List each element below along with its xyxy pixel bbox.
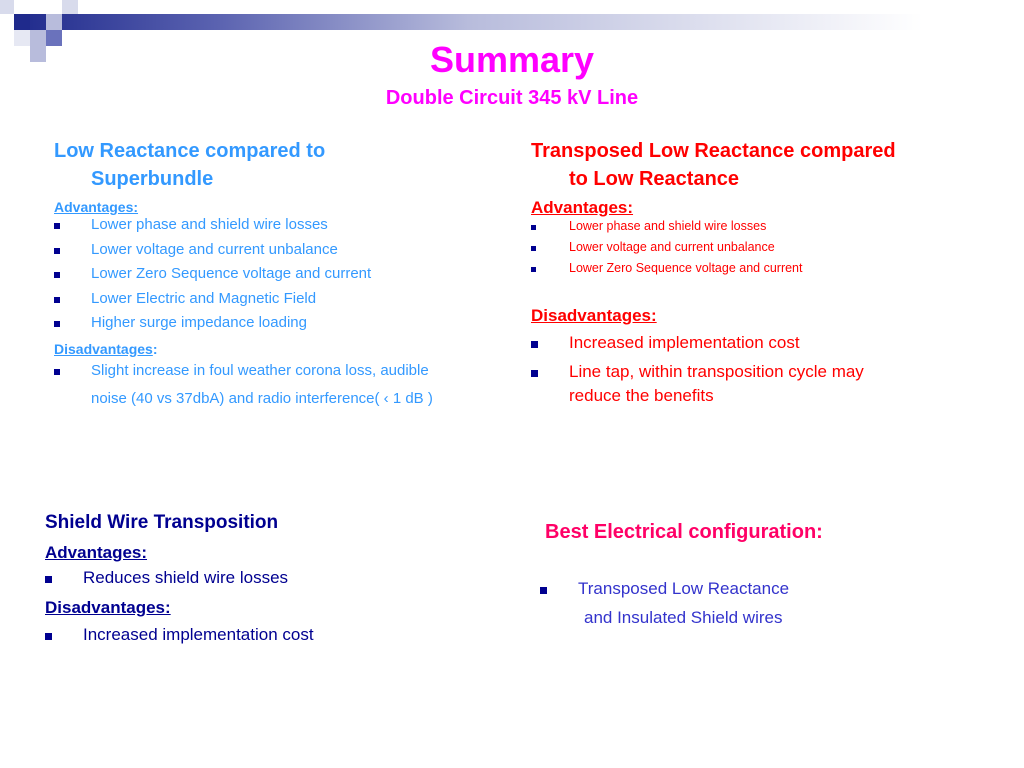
left-heading-line: Superbundle (91, 168, 214, 190)
list-item-text: Lower phase and shield wire losses (569, 219, 767, 233)
bullet-icon (531, 240, 569, 254)
decor-square (62, 0, 78, 14)
decor-square (0, 0, 14, 14)
left-advantages-label: Advantages: (54, 199, 139, 215)
list-item-text: Higher surge impedance loading (91, 314, 307, 331)
best-line2: and Insulated Shield wires (584, 608, 783, 627)
bullet-icon (531, 331, 569, 355)
bullet-icon (54, 290, 91, 307)
list-item-text: Increased implementation cost (569, 333, 800, 352)
list-item (54, 216, 504, 241)
list-item-text: Reduces shield wire losses (83, 568, 289, 587)
disadvantage-line: reduce the benefits (569, 386, 714, 405)
list-item (54, 357, 504, 413)
list-item (45, 621, 485, 649)
bullet-icon (54, 216, 91, 233)
list-item-text: Lower phase and shield wire losses (91, 216, 328, 233)
list-item (54, 265, 504, 290)
bullet-icon (531, 219, 569, 233)
list-item (531, 331, 1001, 360)
list-item-text (569, 360, 864, 408)
best-heading: Best Electrical configuration: (545, 521, 823, 543)
decor-square (14, 14, 30, 30)
bullet-icon (54, 265, 91, 282)
right-advantages-list (531, 219, 1001, 282)
left-advantages-list (54, 216, 504, 339)
bullet-icon (540, 575, 578, 603)
decor-bar (14, 14, 1024, 30)
right-disadvantages-list (531, 331, 1001, 408)
left-disadvantages-label (54, 339, 504, 359)
shield-block (45, 511, 485, 649)
list-item-text: Transposed Low Reactance (578, 579, 790, 598)
bullet-icon (54, 241, 91, 258)
left-disadvantages-text: Disadvantages (54, 340, 153, 357)
list-item-text: Lower Electric and Magnetic Field (91, 289, 317, 307)
list-item-text: Increased implementation cost (83, 625, 314, 644)
bullet-icon (54, 357, 91, 385)
list-item (540, 575, 980, 603)
bullet-icon (54, 314, 91, 331)
list-item (54, 241, 504, 266)
list-item (45, 564, 485, 593)
list-item (54, 314, 504, 339)
page-title: Summary (429, 39, 595, 80)
list-item-text: Lower Zero Sequence voltage and current (91, 265, 372, 282)
list-item-text: Lower voltage and current unbalance (91, 240, 338, 258)
list-item (531, 261, 1001, 282)
list-item (531, 240, 1001, 261)
list-item-text: Lower voltage and current unbalance (569, 240, 775, 254)
list-item-text: Lower Zero Sequence voltage and current (569, 261, 803, 275)
right-disadvantages-label: Disadvantages: (531, 306, 657, 325)
shield-heading: Shield Wire Transposition (45, 512, 279, 533)
best-block (540, 518, 980, 632)
right-heading-line: to Low Reactance (569, 168, 740, 190)
disadvantage-line: noise (40 vs 37dbA) and radio interference( ‹ 1 dB ) (91, 389, 433, 407)
disadvantage-line: Slight increase in foul weather corona loss, audible (91, 361, 429, 379)
bullet-icon (45, 564, 83, 592)
left-column (54, 137, 504, 413)
list-item (531, 360, 1001, 408)
page-subtitle: Double Circuit 345 kV Line (385, 87, 639, 109)
left-heading (54, 137, 504, 193)
bullet-icon (45, 621, 83, 649)
list-item (531, 219, 1001, 240)
disadvantage-line: Line tap, within transposition cycle may (569, 362, 864, 381)
shield-disadvantages-label: Disadvantages: (45, 598, 171, 617)
list-item (54, 290, 504, 315)
left-heading-line: Low Reactance compared to (54, 140, 326, 162)
shield-advantages-label: Advantages: (45, 543, 148, 562)
right-advantages-label: Advantages: (531, 198, 634, 217)
decor-square (46, 14, 62, 30)
right-heading (531, 137, 1001, 193)
bullet-icon (531, 360, 569, 384)
right-column (531, 137, 1001, 408)
bullet-icon (531, 261, 569, 275)
right-heading-line: Transposed Low Reactance compared (531, 140, 896, 162)
left-disadvantages-colon: : (152, 340, 158, 357)
list-item-text (91, 357, 433, 413)
